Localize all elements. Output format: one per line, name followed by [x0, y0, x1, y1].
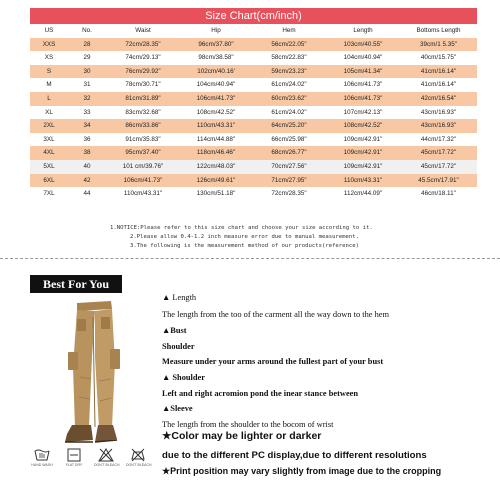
table-cell: 102cm/40.16'	[180, 65, 252, 79]
table-cell: 107cm/42.13"	[326, 106, 400, 120]
table-row	[30, 78, 477, 92]
column-header: US	[30, 24, 68, 38]
table-cell: 130cm/51.18"	[180, 187, 252, 201]
table-row	[30, 146, 477, 160]
section-divider	[0, 258, 500, 259]
table-cell: 28	[68, 38, 106, 52]
table-cell: 95cm/37.40"	[106, 146, 180, 160]
table-cell: 106cm/41.73"	[180, 92, 252, 106]
table-cell: 59cm/23.23"	[252, 65, 326, 79]
table-cell: 2XL	[30, 119, 68, 133]
table-row	[30, 133, 477, 147]
measurement-notes	[110, 224, 460, 251]
table-cell: 56cm/22.05"	[252, 38, 326, 52]
size-chart	[30, 8, 477, 201]
bust-heading: ▲Bust	[162, 326, 187, 335]
table-cell: 45.5cm/17.91"	[400, 174, 477, 188]
table-cell: 58cm/22.83"	[252, 51, 326, 65]
length-heading: ▲ Length	[162, 293, 197, 302]
table-cell: 109cm/42.91"	[326, 146, 400, 160]
table-row	[30, 65, 477, 79]
do-not-bleach-icon: DON'T BLEACH	[94, 448, 118, 467]
table-cell: 83cm/32.68"	[106, 106, 180, 120]
table-cell: 4XL	[30, 146, 68, 160]
table-cell: 81cm/31.89"	[106, 92, 180, 106]
do-not-iron-icon: DON'T BLEACH	[126, 448, 150, 467]
table-cell: 36	[68, 133, 106, 147]
flat-dry-icon: FLAT DRY	[62, 448, 86, 467]
table-cell: 46cm/18.11"	[400, 187, 477, 201]
print-disclaimer: ★Print position may vary slightly from image due to the cropping	[162, 466, 442, 476]
table-cell: 118cm/46.46"	[180, 146, 252, 160]
column-header: Length	[326, 24, 400, 38]
column-header: Bottoms Length	[400, 24, 477, 38]
table-row	[30, 119, 477, 133]
table-cell: 5XL	[30, 160, 68, 174]
table-cell: 44	[68, 187, 106, 201]
table-cell: 104cm/40.94"	[326, 51, 400, 65]
table-cell: 106cm/41.73"	[106, 174, 180, 188]
table-cell: XS	[30, 51, 68, 65]
table-cell: 106cm/41.73"	[326, 92, 400, 106]
color-disclaimer: ★Color may be lighter or darker	[162, 430, 322, 442]
table-cell: 40	[68, 160, 106, 174]
table-cell: XL	[30, 106, 68, 120]
table-row	[30, 174, 477, 188]
table-cell: 64cm/25.20"	[252, 119, 326, 133]
table-cell: 101 cm/39.76"	[106, 160, 180, 174]
table-cell: 32	[68, 92, 106, 106]
table-cell: 38	[68, 146, 106, 160]
table-cell: 41cm/16.14"	[400, 78, 477, 92]
table-row	[30, 38, 477, 52]
table-row	[30, 160, 477, 174]
table-cell: 78cm/30.71"	[106, 78, 180, 92]
table-cell: 3XL	[30, 133, 68, 147]
table-cell: 43cm/16.93"	[400, 106, 477, 120]
display-disclaimer: due to the different PC display,due to different resolutions	[162, 450, 427, 461]
size-chart-title: Size Chart(cm/inch)	[30, 8, 477, 24]
table-cell: 72cm/28.35"	[106, 38, 180, 52]
table-cell: 68cm/26.77"	[252, 146, 326, 160]
table-cell: 108cm/42.52"	[180, 106, 252, 120]
table-cell: L	[30, 92, 68, 106]
table-cell: 105cm/41.34"	[326, 65, 400, 79]
table-cell: 66cm/25.98"	[252, 133, 326, 147]
cargo-pants-image	[55, 297, 130, 447]
table-cell: 61cm/24.02"	[252, 106, 326, 120]
table-cell: 42cm/16.54"	[400, 92, 477, 106]
table-cell: 96cm/37.80"	[180, 38, 252, 52]
table-cell: 104cm/40.94"	[180, 78, 252, 92]
table-cell: M	[30, 78, 68, 92]
table-cell: 70cm/27.56"	[252, 160, 326, 174]
column-header: Hem	[252, 24, 326, 38]
table-cell: 74cm/29.13"	[106, 51, 180, 65]
table-cell: 112cm/44.09"	[326, 187, 400, 201]
table-cell: 108cm/42.52"	[326, 119, 400, 133]
table-row	[30, 92, 477, 106]
table-cell: 122cm/48.03"	[180, 160, 252, 174]
best-for-you-banner: Best For You	[30, 275, 122, 293]
table-cell: 106cm/41.73"	[326, 78, 400, 92]
table-cell: 42	[68, 174, 106, 188]
table-cell: 86cm/33.86"	[106, 119, 180, 133]
table-cell: S	[30, 65, 68, 79]
bust-text: Measure under your arms around the fullest part of your bust	[162, 357, 384, 366]
table-cell: 6XL	[30, 174, 68, 188]
table-cell: 72cm/28.35"	[252, 187, 326, 201]
table-cell: 29	[68, 51, 106, 65]
table-cell: 33	[68, 106, 106, 120]
table-cell: 44cm/17.32"	[400, 133, 477, 147]
table-cell: 126cm/49.61"	[180, 174, 252, 188]
table-cell: 61cm/24.02"	[252, 78, 326, 92]
note-3: 3.The following is the measurement method of our products(reference)	[130, 243, 360, 249]
table-cell: 34	[68, 119, 106, 133]
table-cell: 76cm/29.92"	[106, 65, 180, 79]
table-row	[30, 106, 477, 120]
sleeve-heading: ▲Sleeve	[162, 404, 193, 413]
table-cell: 110cm/43.31"	[326, 174, 400, 188]
table-cell: 110cm/43.31"	[106, 187, 180, 201]
table-cell: 43cm/16.93"	[400, 119, 477, 133]
note-2: 2.Please allow 0.4-1.2 inch measure error due to manual measurement.	[130, 234, 360, 240]
table-cell: 7XL	[30, 187, 68, 201]
table-cell: 45cm/17.72"	[400, 146, 477, 160]
table-cell: 30	[68, 65, 106, 79]
table-cell: 103cm/40.55"	[326, 38, 400, 52]
table-cell: 71cm/27.95"	[252, 174, 326, 188]
table-cell: 114cm/44.88"	[180, 133, 252, 147]
table-cell: 31	[68, 78, 106, 92]
note-1: 1.NOTICE:Please refer to this size chart and choose your size according to it.	[110, 225, 373, 231]
table-cell: 109cm/42.91"	[326, 133, 400, 147]
sleeve-text: The length from the shoulder to the bocom of wrist	[162, 420, 334, 429]
column-header: Waist	[106, 24, 180, 38]
table-cell: 98cm/38.58"	[180, 51, 252, 65]
size-table	[30, 24, 477, 201]
shoulder-label: Shoulder	[162, 342, 195, 351]
table-cell: 39cm/1 5.35"	[400, 38, 477, 52]
table-cell: 109cm/42.91"	[326, 160, 400, 174]
shoulder-heading: ▲ Shoulder	[162, 373, 205, 382]
shoulder-text: Left and right acromion pond the inear stance between	[162, 389, 359, 398]
table-header-row	[30, 24, 477, 38]
table-cell: 41cm/16.14"	[400, 65, 477, 79]
table-cell: 45cm/17.72"	[400, 160, 477, 174]
table-row	[30, 51, 477, 65]
column-header: No.	[68, 24, 106, 38]
table-row	[30, 187, 477, 201]
hand-wash-icon: HAND WASH	[30, 448, 54, 467]
table-cell: XXS	[30, 38, 68, 52]
column-header: Hip	[180, 24, 252, 38]
table-cell: 40cm/15.75"	[400, 51, 477, 65]
table-cell: 110cm/43.31"	[180, 119, 252, 133]
length-text: The length from the too of the carment all the way down to the hem	[162, 310, 389, 319]
table-cell: 91cm/35.83"	[106, 133, 180, 147]
table-cell: 60cm/23.62"	[252, 92, 326, 106]
